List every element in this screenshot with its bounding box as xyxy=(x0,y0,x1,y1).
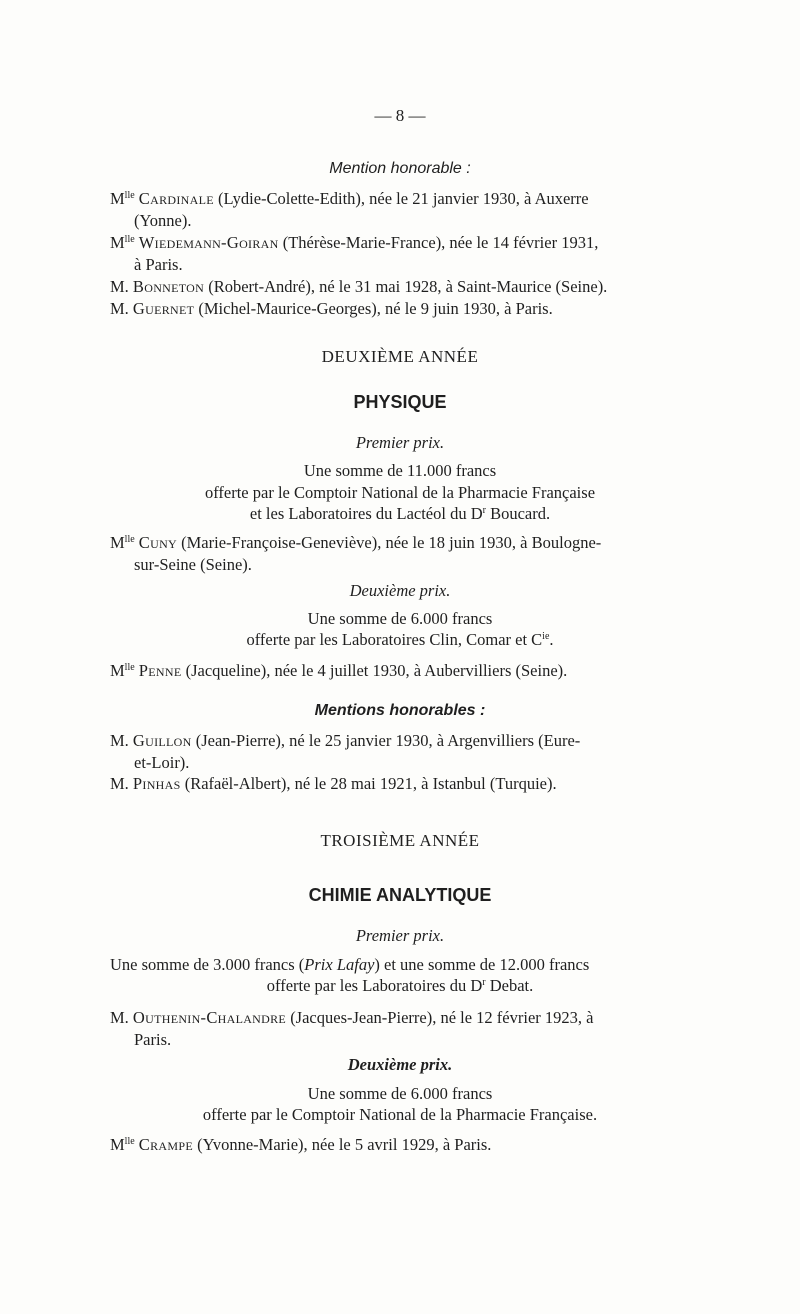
prize-name: Prix Lafay xyxy=(304,955,375,974)
honorific-sup: lle xyxy=(124,190,135,201)
page-number: — 8 — xyxy=(374,106,426,125)
entry-wiedemann-cont: à Paris. xyxy=(134,255,183,274)
entry-cuny-cont: sur-Seine (Seine). xyxy=(134,555,252,574)
surname: Penne xyxy=(138,661,182,680)
honorific: M. xyxy=(110,1008,129,1027)
entry-text: (Lydie-Colette-Edith), née le 21 janvier 1930, à Auxerre xyxy=(217,189,589,208)
entry-crampe xyxy=(110,1134,491,1156)
entry-text: (Michel-Maurice-Georges), né le 9 juin 1930, à Paris. xyxy=(198,299,553,318)
prize-desc xyxy=(0,975,800,997)
honorific: M xyxy=(110,233,125,252)
prize-desc-end: Debat. xyxy=(485,976,534,995)
entry-text: (Marie-Françoise-Geneviève), née le 18 juin 1930, à Boulogne- xyxy=(181,533,602,552)
prize-desc: Une somme de 6.000 francs xyxy=(307,1084,493,1103)
entry-cardinale-cont: (Yonne). xyxy=(134,211,192,230)
surname: Guernet xyxy=(132,299,195,318)
surname: Cuny xyxy=(138,533,178,552)
honorific: M. xyxy=(110,277,129,296)
honorific: M. xyxy=(110,731,129,750)
subject-chimie: CHIMIE ANALYTIQUE xyxy=(308,885,492,905)
prize-desc: Une somme de 11.000 francs xyxy=(303,461,497,480)
honorific-sup: lle xyxy=(124,234,135,245)
prize-title-1: Premier prix. xyxy=(355,433,445,452)
honorific: M xyxy=(110,1135,125,1154)
entry-text: (Robert-André), né le 31 mai 1928, à Saint-Maurice (Seine). xyxy=(208,277,608,296)
prize-desc-sup: r xyxy=(482,505,486,516)
entry-guillon-cont: et-Loir). xyxy=(134,753,190,772)
prize-desc-sup: ie xyxy=(542,631,550,642)
entry-outhenin xyxy=(110,1007,593,1029)
entry-text: (Rafaël-Albert), né le 28 mai 1921, à Istanbul (Turquie). xyxy=(184,774,557,793)
prize-desc xyxy=(0,503,800,525)
honorific: M xyxy=(110,661,125,680)
surname: Bonneton xyxy=(132,277,205,296)
prize-title-1: Premier prix. xyxy=(355,926,445,945)
prize-desc: offerte par le Comptoir National de la Pharmacie Française. xyxy=(202,1105,598,1124)
entry-bonneton xyxy=(110,276,607,298)
surname: Crampe xyxy=(138,1135,193,1154)
prize-title-2: Deuxième prix. xyxy=(349,581,451,600)
prize-desc xyxy=(110,954,589,976)
entry-guernet xyxy=(110,298,553,320)
prize-desc-end: Boucard. xyxy=(485,504,551,523)
entry-guillon xyxy=(110,730,580,752)
entry-cuny xyxy=(110,532,601,554)
entry-wiedemann xyxy=(110,232,598,254)
subject-physique: PHYSIQUE xyxy=(353,392,447,412)
entry-penne xyxy=(110,660,567,682)
entry-text: (Yvonne-Marie), née le 5 avril 1929, à Paris. xyxy=(197,1135,492,1154)
mention-title: Mention honorable : xyxy=(329,160,471,177)
surname: Wiedemann-Goiran xyxy=(138,233,279,252)
mentions-title: Mentions honorables : xyxy=(314,702,486,719)
prize-desc-text: ) et une somme de 12.000 francs xyxy=(374,955,590,974)
entry-text: (Jacqueline), née le 4 juillet 1930, à Aubervilliers (Seine). xyxy=(185,661,568,680)
entry-pinhas xyxy=(110,773,557,795)
entry-text: (Jean-Pierre), né le 25 janvier 1930, à Argenvilliers (Eure- xyxy=(195,731,581,750)
entry-text: (Jacques-Jean-Pierre), né le 12 février 1923, à xyxy=(290,1008,594,1027)
prize-desc xyxy=(0,629,800,651)
year-heading-3: TROISIÈME ANNÉE xyxy=(320,831,480,850)
prize-desc-end: . xyxy=(549,630,554,649)
entry-text: (Thérèse-Marie-France), née le 14 février 1931, xyxy=(282,233,599,252)
surname: Guillon xyxy=(132,731,192,750)
honorific: M. xyxy=(110,774,129,793)
honorific-sup: lle xyxy=(124,1136,135,1147)
entry-outhenin-cont: Paris. xyxy=(134,1030,172,1049)
prize-desc: offerte par le Comptoir National de la Pharmacie Française xyxy=(204,483,596,502)
honorific: M xyxy=(110,533,125,552)
prize-desc: Une somme de 6.000 francs xyxy=(307,609,493,628)
honorific-sup: lle xyxy=(124,534,135,545)
prize-desc-text: Une somme de 3.000 francs ( xyxy=(110,955,305,974)
prize-desc-text: offerte par les Laboratoires du D xyxy=(266,976,483,995)
year-heading-2: DEUXIÈME ANNÉE xyxy=(321,347,479,366)
honorific: M xyxy=(110,189,125,208)
honorific-sup: lle xyxy=(124,662,135,673)
prize-desc-sup: r xyxy=(482,977,486,988)
surname: Pinhas xyxy=(132,774,181,793)
surname: Outhenin-Chalandre xyxy=(132,1008,287,1027)
prize-desc-text: offerte par les Laboratoires Clin, Comar et C xyxy=(246,630,543,649)
honorific: M. xyxy=(110,299,129,318)
prize-desc-text: et les Laboratoires du Lactéol du D xyxy=(249,504,483,523)
prize-title-2: Deuxième prix. xyxy=(347,1055,453,1074)
surname: Cardinale xyxy=(138,189,214,208)
entry-cardinale xyxy=(110,188,589,210)
